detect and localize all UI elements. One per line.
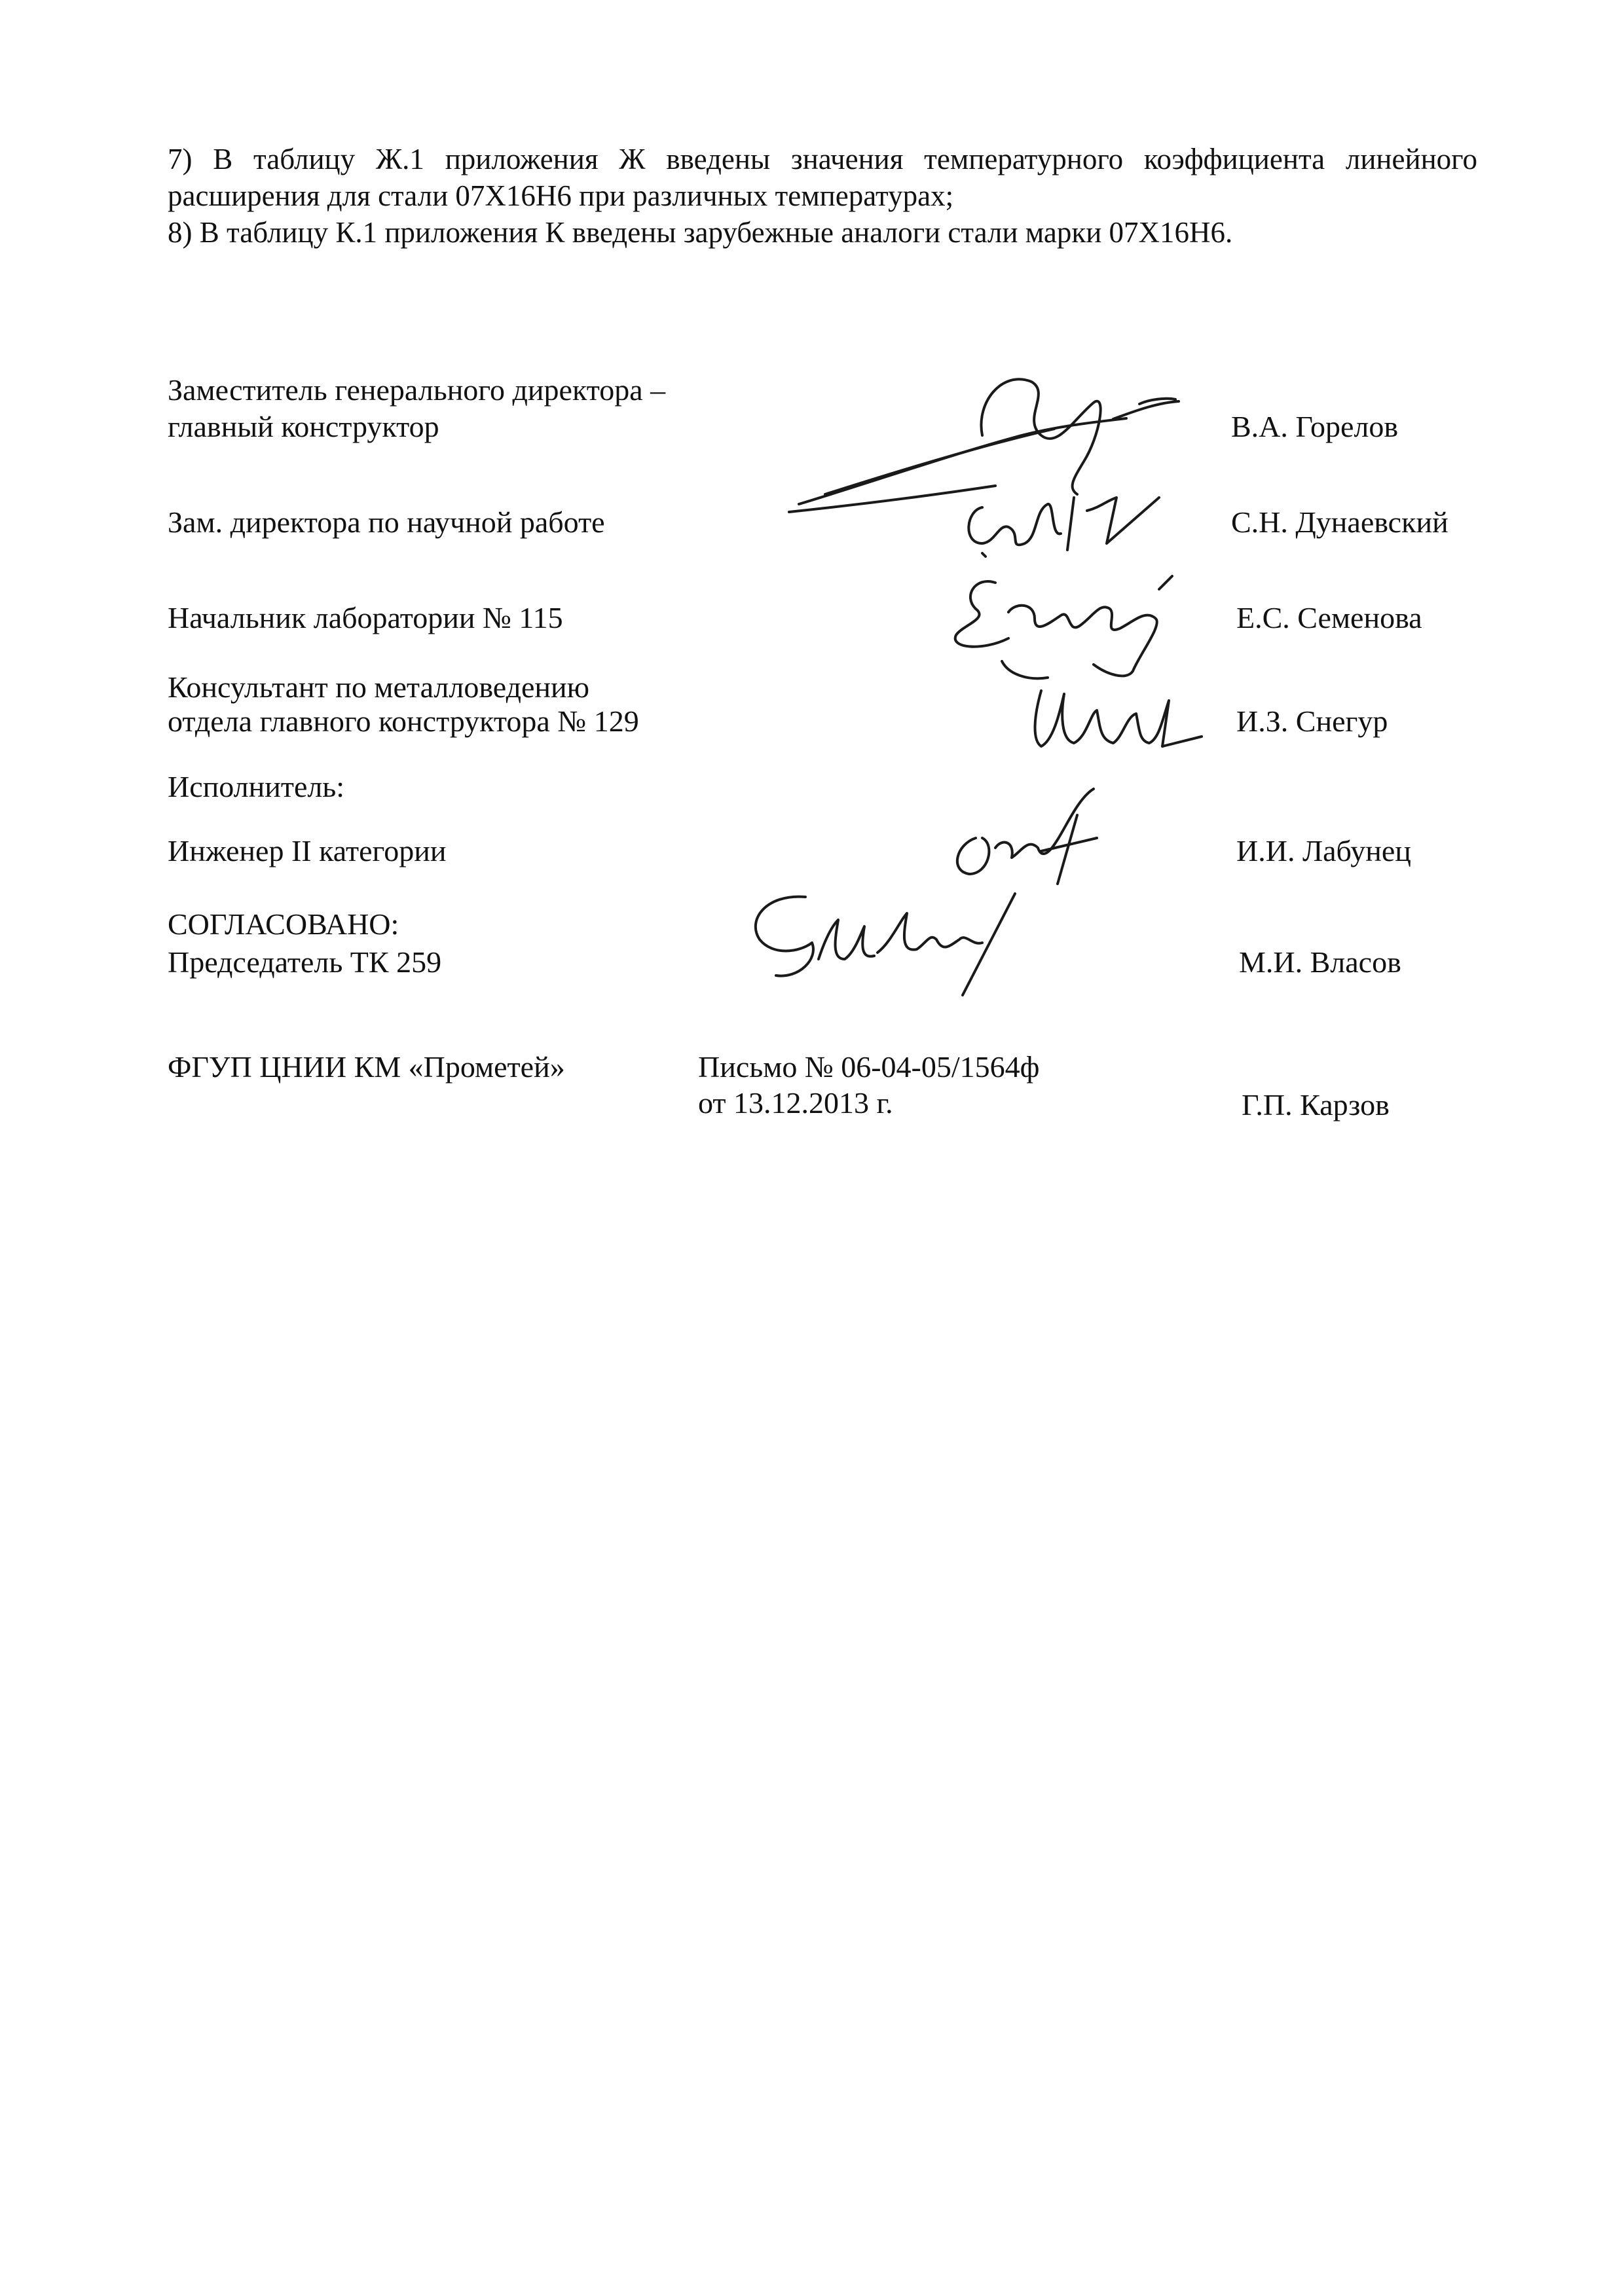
executor-position: Инженер II категории bbox=[168, 834, 447, 867]
change-item-7-line-2: расширения для стали 07Х16Н6 при различных температурах; bbox=[168, 179, 954, 212]
signatory-3-name: Е.С. Семенова bbox=[1236, 601, 1422, 634]
signature-dunaevsky bbox=[786, 471, 1179, 563]
signatory-1-name: В.А. Горелов bbox=[1231, 410, 1399, 443]
signatory-4-position-line-2: отдела главного конструктора № 129 bbox=[168, 704, 639, 738]
executor-name: И.И. Лабунец bbox=[1236, 834, 1411, 867]
signatory-2-name: С.Н. Дунаевский bbox=[1231, 505, 1449, 539]
changes-list bbox=[168, 141, 1477, 251]
signatory-2-position: Зам. директора по научной работе bbox=[168, 505, 605, 539]
letter-date: от 13.12.2013 г. bbox=[698, 1086, 893, 1120]
signatory-4-position-line-1: Консультант по металловедению bbox=[168, 670, 589, 704]
signature-semenova bbox=[936, 563, 1211, 694]
approval-name: М.И. Власов bbox=[1239, 945, 1401, 979]
signatory-4-name: И.З. Снегур bbox=[1236, 704, 1388, 738]
letter-number: Письмо № 06-04-05/1564ф bbox=[698, 1050, 1040, 1084]
signatory-1-position-line-2: главный конструктор bbox=[168, 410, 439, 443]
change-item-7-line-1: 7) В таблицу Ж.1 приложения Ж введены значения температурного коэффициента линейного bbox=[168, 143, 1477, 175]
letter-organization: ФГУП ЦНИИ КМ «Прометей» bbox=[168, 1050, 565, 1084]
approval-heading: СОГЛАСОВАНО: bbox=[168, 907, 399, 941]
executor-heading: Исполнитель: bbox=[168, 770, 345, 803]
signature-vlasov bbox=[740, 881, 1035, 1005]
change-item-8: 8) В таблицу К.1 приложения К введены зарубежные аналоги стали марки 07Х16Н6. bbox=[168, 216, 1233, 249]
signature-labunets bbox=[936, 786, 1107, 890]
signatory-3-position: Начальник лаборатории № 115 bbox=[168, 601, 563, 634]
signature-snegur bbox=[1028, 681, 1205, 753]
approval-position: Председатель ТК 259 bbox=[168, 945, 442, 979]
letter-name: Г.П. Карзов bbox=[1242, 1088, 1390, 1121]
signatory-1-position-line-1: Заместитель генерального директора – bbox=[168, 373, 666, 407]
